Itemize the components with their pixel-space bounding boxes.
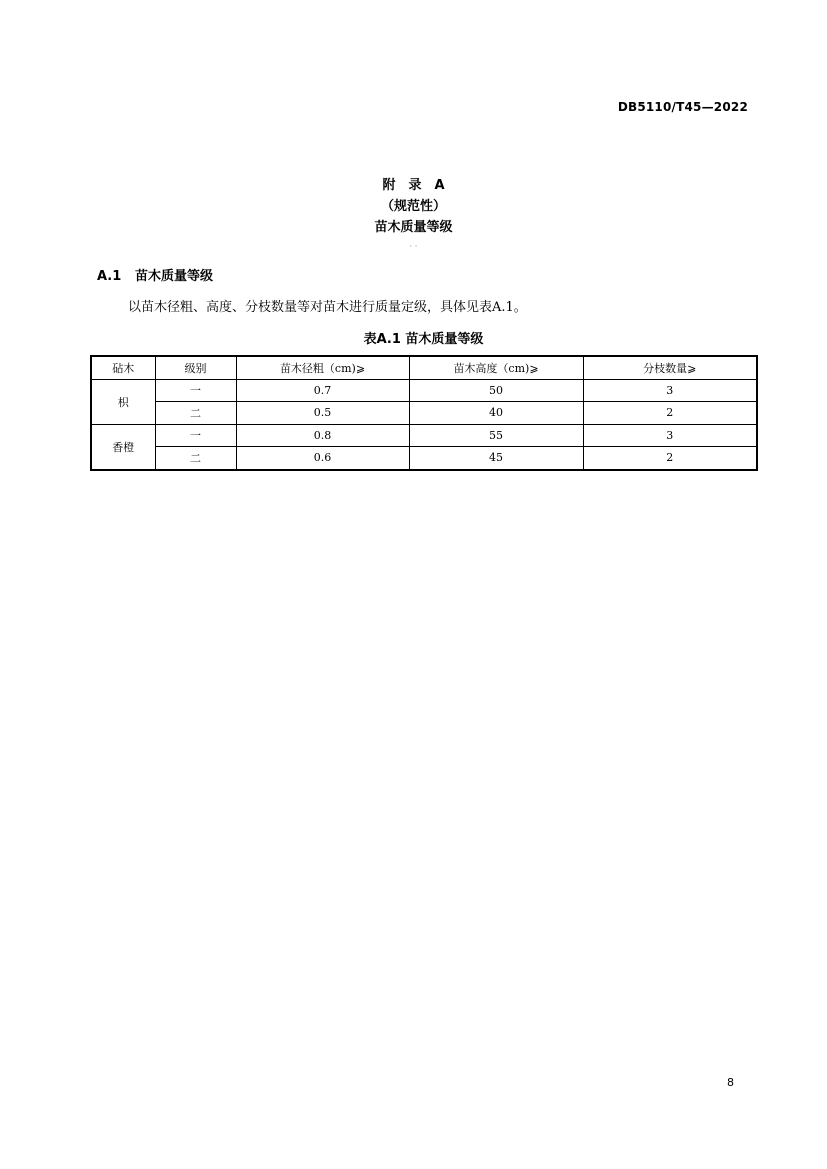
section-number: A.1 bbox=[97, 269, 122, 284]
decorative-marks: · · bbox=[409, 242, 418, 251]
branches-cell: 3 bbox=[583, 379, 757, 402]
section-title: 苗木质量等级 bbox=[135, 269, 214, 284]
appendix-subject: 苗木质量等级 bbox=[374, 220, 453, 235]
grade-cell: 一 bbox=[155, 424, 236, 447]
diameter-cell: 0.7 bbox=[236, 379, 409, 402]
height-cell: 50 bbox=[409, 379, 583, 402]
header-grade: 级别 bbox=[155, 356, 236, 379]
section-heading bbox=[97, 265, 213, 284]
header-diameter: 苗木径粗（cm)⩾ bbox=[236, 356, 409, 379]
branches-cell: 2 bbox=[583, 402, 757, 425]
height-cell: 40 bbox=[409, 402, 583, 425]
table-row bbox=[91, 447, 757, 470]
rootstock-cell: 香橙 bbox=[91, 424, 155, 470]
appendix-nature: （规范性） bbox=[380, 199, 446, 214]
diameter-cell: 0.6 bbox=[236, 447, 409, 470]
appendix-heading bbox=[0, 175, 827, 238]
grade-cell: 二 bbox=[155, 447, 236, 470]
document-code: DB5110/T45—2022 bbox=[617, 100, 748, 114]
table-row bbox=[91, 402, 757, 425]
height-cell: 55 bbox=[409, 424, 583, 447]
diameter-cell: 0.8 bbox=[236, 424, 409, 447]
branches-cell: 2 bbox=[583, 447, 757, 470]
appendix-title: 附 录 A bbox=[382, 178, 445, 193]
table-caption: 表A.1 苗木质量等级 bbox=[363, 332, 484, 347]
header-height: 苗木高度（cm)⩾ bbox=[409, 356, 583, 379]
diameter-cell: 0.5 bbox=[236, 402, 409, 425]
grade-cell: 一 bbox=[155, 379, 236, 402]
seedling-grade-table bbox=[90, 355, 758, 471]
grade-cell: 二 bbox=[155, 402, 236, 425]
header-branches: 分枝数量⩾ bbox=[583, 356, 757, 379]
table-header-row bbox=[91, 356, 757, 379]
table-row bbox=[91, 379, 757, 402]
page-number: 8 bbox=[727, 1076, 734, 1089]
section-paragraph: 以苗木径粗、高度、分枝数量等对苗木进行质量定级，具体见表A.1。 bbox=[128, 300, 527, 315]
table-row bbox=[91, 424, 757, 447]
branches-cell: 3 bbox=[583, 424, 757, 447]
header-rootstock: 砧木 bbox=[91, 356, 155, 379]
rootstock-cell: 枳 bbox=[91, 379, 155, 424]
height-cell: 45 bbox=[409, 447, 583, 470]
